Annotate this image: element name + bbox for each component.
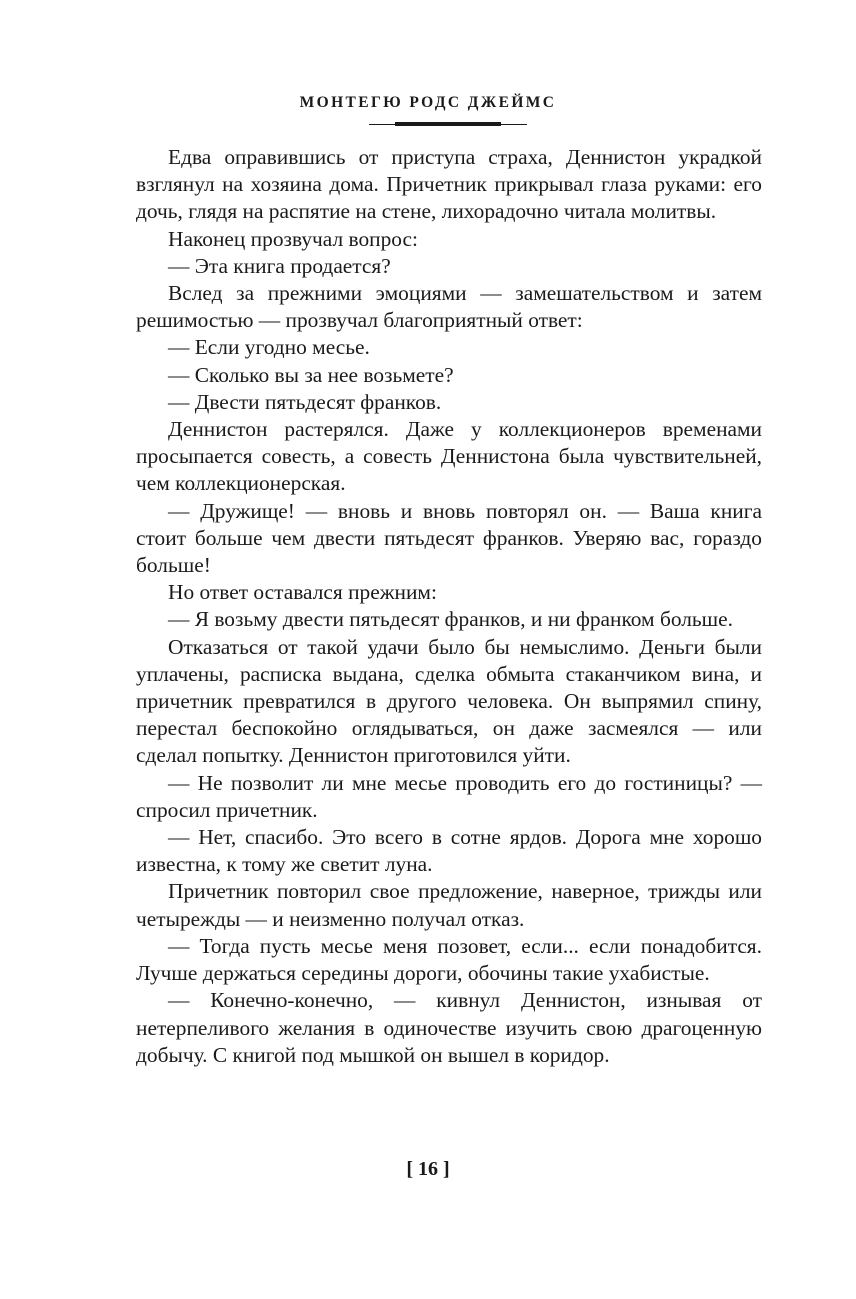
running-header xyxy=(0,94,856,112)
paragraph: — Тогда пусть месье меня позовет, если... если понадобится. Лучше держаться середины дороги, обочины такие ухабистые. xyxy=(136,933,762,986)
paragraph: — Конечно-конечно, — кивнул Деннистон, изнывая от нетерпеливого желания в одиночестве изучить свою драгоценную добычу. С книгой под мышкой он вышел в коридор. xyxy=(136,988,762,1067)
paragraph: — Двести пятьдесят франков. xyxy=(168,389,442,414)
paragraph: — Я возьму двести пятьдесят франков, и ни франком больше. xyxy=(168,607,733,632)
paragraph: — Если угодно месье. xyxy=(168,335,370,360)
paragraph: — Эта книга продается? xyxy=(168,253,391,278)
paragraph: — Нет, спасибо. Это всего в сотне ярдов. Дорога мне хорошо известна, к тому же светит луна. xyxy=(136,825,762,877)
page-number: [ 16 ] xyxy=(406,1158,450,1180)
paragraph: — Сколько вы за нее возьмете? xyxy=(168,362,454,387)
body-text xyxy=(136,144,762,1069)
paragraph: — Не позволит ли мне месье проводить его до гостиницы? — спросил причетник. xyxy=(136,770,762,822)
paragraph: — Дружище! — вновь и вновь повторял он. — Ваша книга стоит больше чем двести пятьдесят франков. Уверяю вас, гораздо больше! xyxy=(136,498,762,578)
paragraph: Причетник повторил свое предложение, наверное, трижды или четырежды — и неизменно получал отказ. xyxy=(136,879,762,931)
paragraph: Отказаться от такой удачи было бы немыслимо. Деньги были уплачены, расписка выдана, сделка обмыта стаканчиком вина, и причетник превратился в другого человека. Он выпрямил спину, перестал беспокойно оглядываться, он даже засмеялся — или сделал попытку. Деннистон приготовился уйти. xyxy=(136,634,762,768)
paragraph: Едва оправившись от приступа страха, Деннистон украдкой взглянул на хозяина дома. Причетник прикрывал глаза руками: его дочь, глядя на распятие на стене, лихорадочно читала молитвы. xyxy=(136,145,762,224)
paragraph: Деннистон растерялся. Даже у коллекционеров временами просыпается совесть, а совесть Деннистона была чувствительней, чем коллекционерская. xyxy=(136,417,762,496)
header-rule-accent xyxy=(395,122,501,126)
paragraph: Наконец прозвучал вопрос: xyxy=(168,226,418,251)
paragraph: Вслед за прежними эмоциями — замешательством и затем решимостью — прозвучал благоприятный ответ: xyxy=(136,281,762,333)
paragraph: Но ответ оставался прежним: xyxy=(168,580,437,605)
running-title: МОНТЕГЮ РОДС ДЖЕЙМС xyxy=(299,94,557,111)
